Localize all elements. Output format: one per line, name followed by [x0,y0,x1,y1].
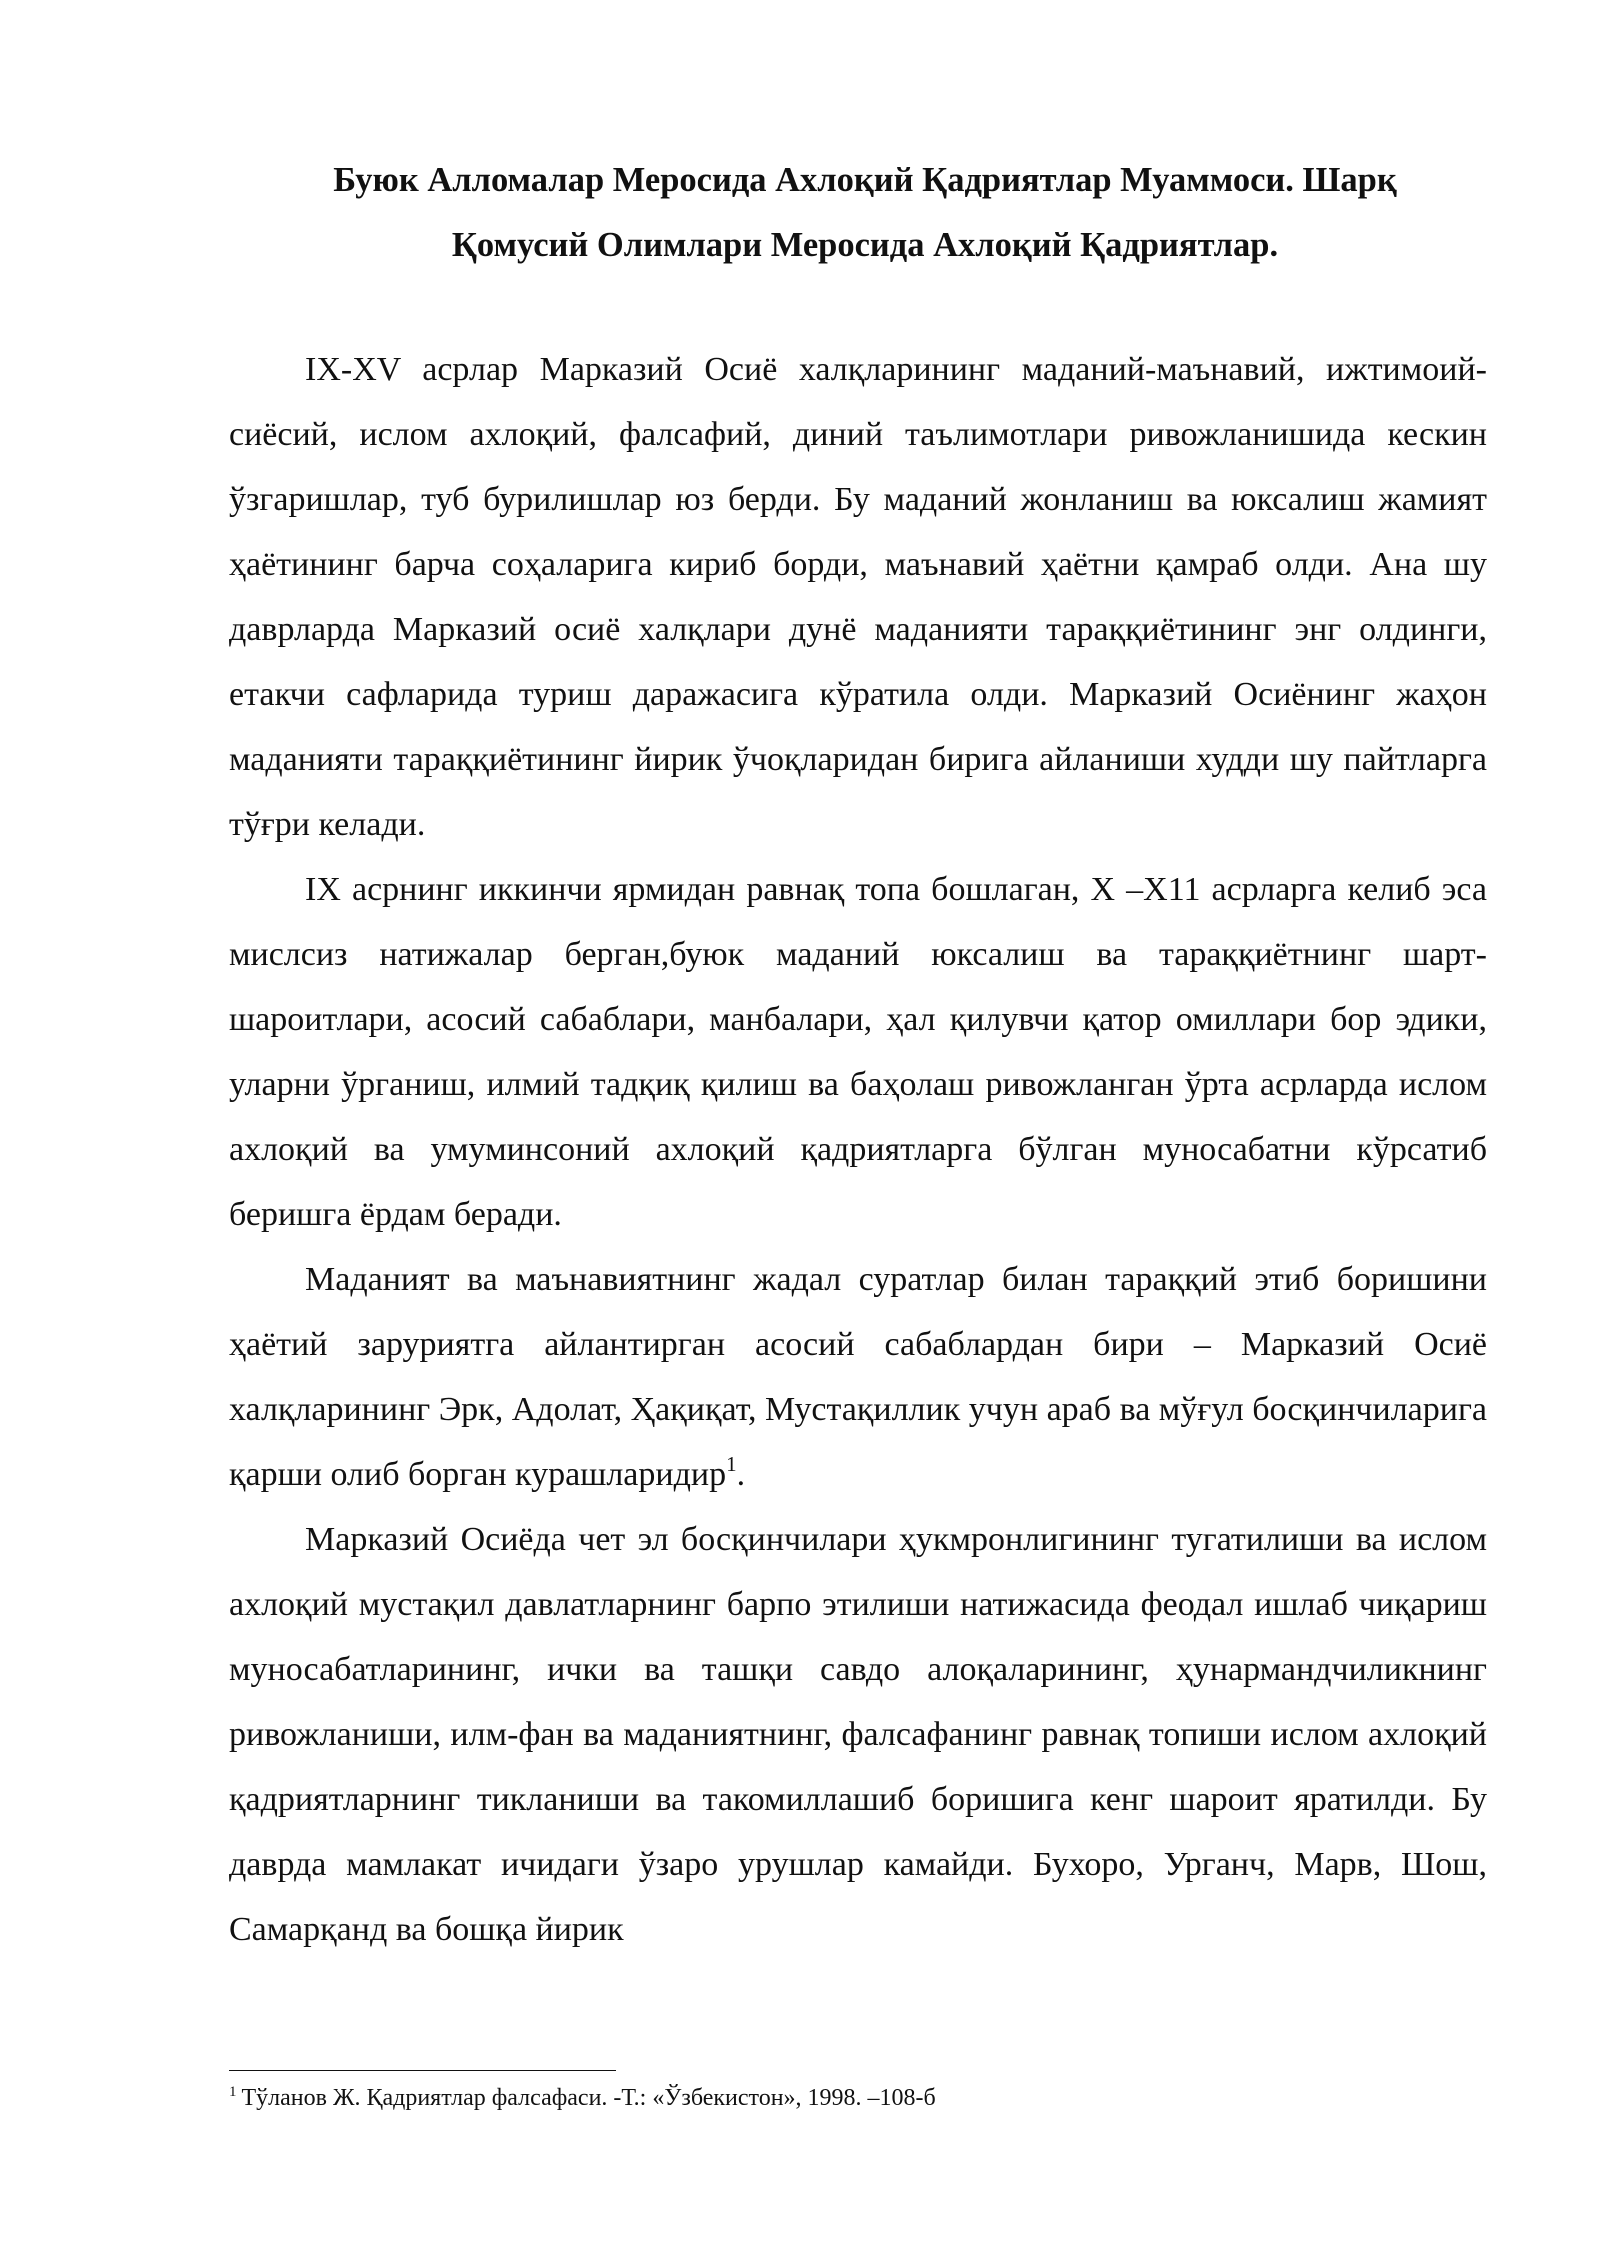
paragraph-2 [229,857,1487,1247]
footnote [229,2082,936,2114]
paragraph-3 [229,1247,1487,1507]
title-line-1: Буюк Алломалар Меросида Ахлоқий Қадриятлар Муаммоси. Шарқ [333,161,1397,199]
footnote-marker: 1 [229,2084,237,2100]
paragraph-1 [229,337,1487,857]
paragraph-3-text: Маданият ва маънавиятнинг жадал суратлар билан тараққий этиб боришини ҳаётий заруриятга айлантирган асосий сабаблардан бири – Марказий Осиё халқларининг Эрк, Адолат, Ҳақиқат, Мустақиллик учун араб ва мўғул босқинчиларига қарши олиб борган курашларидир [229,1261,1487,1493]
paragraph-2-text: IX асрнинг иккинчи ярмидан равнақ топа бошлаган, X –X11 асрларга келиб эса мислсиз натижалар берган,буюк маданий юксалиш ва тараққиётнинг шарт-шароитлари, асосий сабаблари, манбалари, ҳал қилувчи қатор омиллари бор эдики, уларни ўрганиш, илмий тадқиқ қилиш ва баҳолаш ривожланган ўрта асрларда ислом ахлоқий ва умуминсоний ахлоқий қадриятларга бўлган муносабатни кўрсатиб беришга ёрдам беради. [229,871,1487,1233]
title-line-2: Қомусий Олимлари Меросида Ахлоқий Қадриятлар. [451,226,1279,264]
paragraph-3-end: . [736,1456,746,1493]
paragraph-1-text: IX-XV асрлар Марказий Осиё халқларининг маданий-маънавий, ижтимоий-сиёсий, ислом ахлоқий, фалсафий, диний таълимотлари ривожланишида кескин ўзгаришлар, туб бурилишлар юз берди. Бу маданий жонланиш ва юксалиш жамият ҳаётининг барча соҳаларига кириб борди, маънавий ҳаётни қамраб олди. Ана шу даврларда Марказий осиё халқлари дунё маданияти тараққиётининг энг олдинги, етакчи сафларида туриш даражасига кўратила олди. Марказий Осиёнинг жаҳон маданияти тараққиётининг йирик ўчоқларидан бирига айланиши худди шу пайтларга тўғри келади. [229,351,1487,843]
paragraph-4-text: Марказий Осиёда чет эл босқинчилари ҳукмронлигининг тугатилиши ва ислом ахлоқий мустақил давлатларнинг барпо этилиши натижасида феодал ишлаб чиқариш муносабатларининг, ички ва ташқи савдо алоқаларининг, ҳунармандчиликнинг ривожланиши, илм-фан ва маданиятнинг, фалсафанинг равнақ топиши ислом ахлоқий қадриятларнинг тикланиши ва такомиллашиб боришига кенг шароит яратилди. Бу даврда мамлакат ичидаги ўзаро урушлар камайди. Бухоро, Урганч, Марв, Шош, Самарқанд ва бошқа йирик [229,1521,1487,1948]
document-title [230,148,1500,278]
footnote-reference[interactable]: 1 [726,1452,737,1476]
footnote-separator [229,2070,616,2071]
paragraph-4 [229,1507,1487,1962]
footnote-text: Тўланов Ж. Қадриятлар фалсафаси. -Т.: «Ўзбекистон», 1998. –108-б [241,2085,936,2111]
document-body [229,337,1487,1962]
